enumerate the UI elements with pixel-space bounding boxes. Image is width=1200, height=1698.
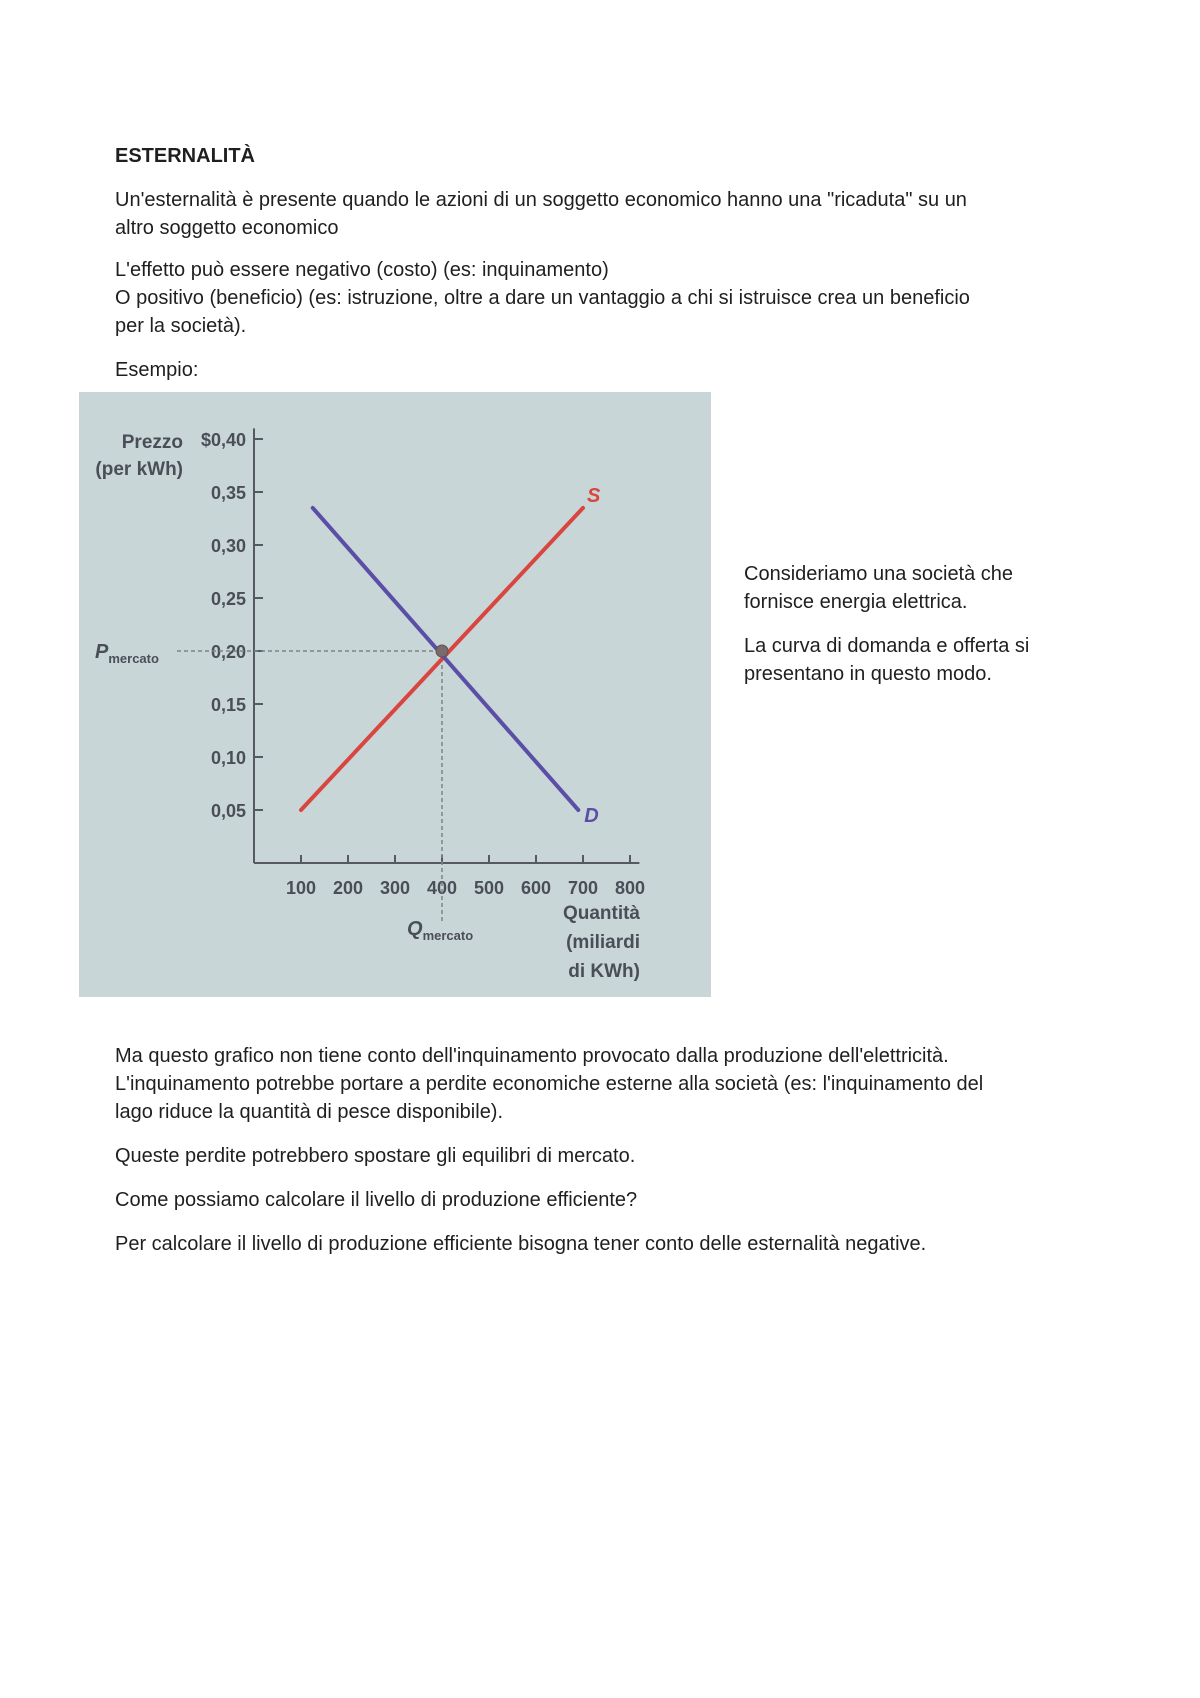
x-tick-label: 800 [614,878,646,898]
x-tick-label: 200 [332,878,364,898]
pollution-line-3: lago riduce la quantità di pesce disponibile). [115,1101,504,1123]
effect-line-1: L'effetto può essere negativo (costo) (es: inquinamento) [115,259,609,281]
equilibrium-point [436,645,448,657]
side-note-1-line-1: Consideriamo una società che [744,563,1014,585]
y-tick-label: 0,05 [210,801,246,821]
answer-sentence: Per calcolare il livello di produzione efficiente bisogna tener conto delle esternalità negative. [115,1233,927,1255]
pollution-paragraph [115,1042,1095,1126]
y-tick-label: 0,25 [210,589,246,609]
q-mercato-label [407,918,473,943]
side-notes [744,560,1124,704]
intro-paragraph [115,186,1095,242]
x-axis-label-line-2: (miliardi [566,932,640,953]
demand-label: D [584,805,599,827]
x-tick-label: 400 [426,878,458,898]
side-note-2-line-2: presentano in questo modo. [744,663,992,685]
example-label: Esempio: [115,359,199,381]
side-note-1 [744,560,1124,616]
y-tick-label: 0,10 [210,748,246,768]
chart-svg [79,392,711,997]
y-axis-label-line-2: (per kWh) [95,459,183,480]
x-tick-label: 700 [567,878,599,898]
x-tick-label: 600 [520,878,552,898]
p-mercato-letter: P [95,641,109,663]
intro-line-2: altro soggetto economico [115,217,339,239]
y-tick-label: 0,30 [210,536,246,556]
y-tick-label: 0,35 [210,483,246,503]
y-tick-label: 0,20 [210,642,246,662]
q-mercato-letter: Q [407,918,423,940]
pollution-line-1: Ma questo grafico non tiene conto dell'inquinamento provocato dalla produzione dell'elettricità. [115,1045,949,1067]
y-axis-label-line-1: Prezzo [121,432,183,453]
effect-line-3: per la società). [115,315,247,337]
y-tick-label: 0,15 [210,695,246,715]
y-tick-label: $0,40 [200,430,246,450]
x-axis-label-line-3: di KWh) [568,961,640,982]
pollution-line-2: L'inquinamento potrebbe portare a perdite economiche esterne alla società (es: l'inquinamento del [115,1073,984,1095]
side-note-1-line-2: fornisce energia elettrica. [744,591,968,613]
x-axis-label-line-1: Quantità [562,903,640,924]
x-tick-label: 100 [285,878,317,898]
supply-demand-chart [79,392,711,997]
page-title: ESTERNALITÀ [115,145,255,167]
shift-sentence: Queste perdite potrebbero spostare gli equilibri di mercato. [115,1145,636,1167]
p-mercato-label [95,641,159,666]
supply-label: S [587,484,601,507]
x-tick-label: 300 [379,878,411,898]
question-sentence: Come possiamo calcolare il livello di produzione efficiente? [115,1189,638,1211]
intro-line-1: Un'esternalità è presente quando le azioni di un soggetto economico hanno una "ricaduta" su un [115,189,967,211]
side-note-2 [744,632,1124,688]
effect-line-2: O positivo (beneficio) (es: istruzione, oltre a dare un vantaggio a chi si istruisce crea un beneficio [115,287,970,309]
effect-paragraph [115,256,1095,340]
side-note-2-line-1: La curva di domanda e offerta si [744,635,1030,657]
x-tick-label: 500 [473,878,505,898]
p-mercato-subscript: mercato [108,651,159,666]
q-mercato-subscript: mercato [422,928,474,943]
